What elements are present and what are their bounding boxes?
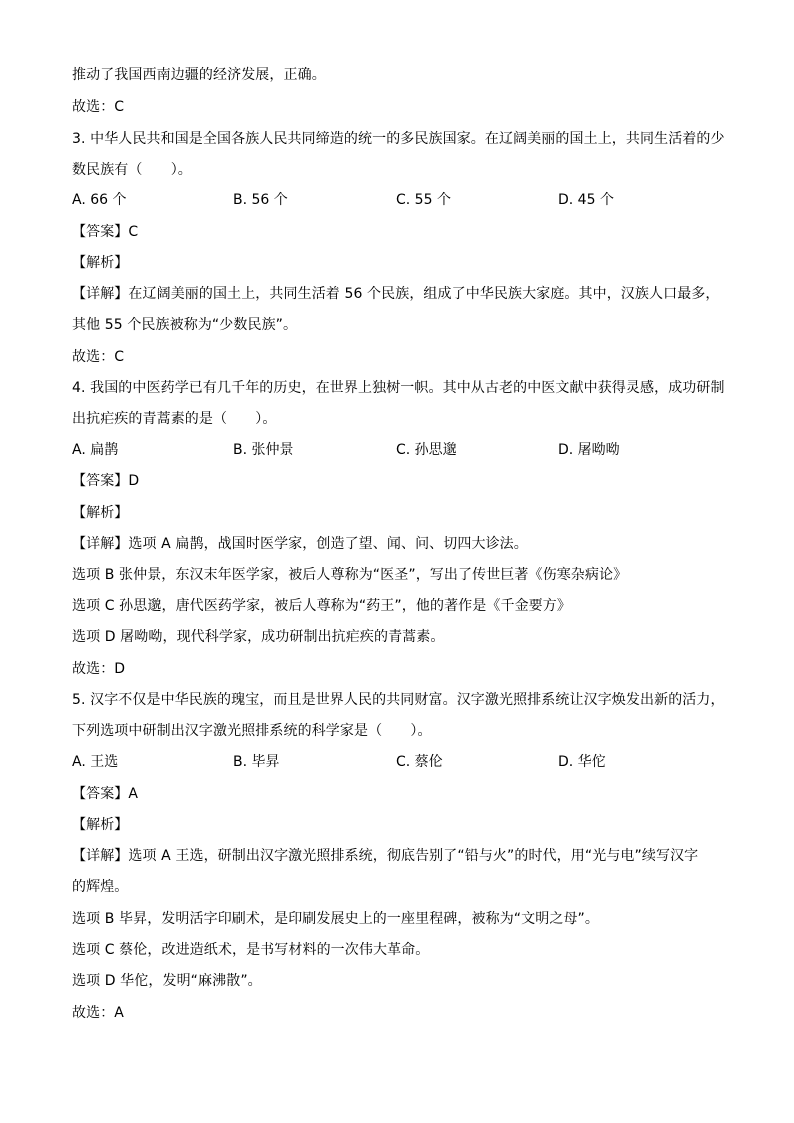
- q5-detail-line5: 选项 D 华佗，发明“麻沸散”。: [72, 973, 262, 989]
- q3-choice: 故选：C: [72, 349, 125, 365]
- q5-option-b: B. 毕昇: [233, 754, 280, 770]
- q3-detail-line1: 【详解】在辽阔美丽的国土上，共同生活着 56 个民族，组成了中华民族大家庭。其中，汉族人口最多，: [72, 286, 720, 302]
- q3-analysis-label: 【解析】: [72, 255, 129, 271]
- q5-option-c: C. 蔡伦: [396, 754, 443, 770]
- q4-answer: 【答案】D: [72, 473, 140, 489]
- q3-stem-line1: 3. 中华人民共和国是全国各族人民共同缔造的统一的多民族国家。在辽阔美丽的国土上，共同生活着的少: [72, 131, 725, 147]
- q3-stem-line2: 数民族有（ ）。: [72, 162, 192, 178]
- q5-choice: 故选：A: [72, 1005, 124, 1021]
- q4-stem-line1: 4. 我国的中医药学已有几千年的历史，在世界上独树一帜。其中从古老的中医文献中获得灵感，成功研制: [72, 380, 725, 396]
- q4-detail-line1: 【详解】选项 A 扁鹊，战国时医学家，创造了望、闻、问、切四大诊法。: [72, 536, 528, 552]
- q3-detail-line2: 其他 55 个民族被称为“少数民族”。: [72, 317, 298, 333]
- q4-option-b: B. 张仲景: [233, 442, 294, 458]
- q4-detail-line3: 选项 C 孙思邈，唐代医药学家，被后人尊称为“药王”，他的著作是《千金要方》: [72, 598, 571, 614]
- q5-stem-line1: 5. 汉字不仅是中华民族的瑰宝，而且是世界人民的共同财富。汉字激光照排系统让汉字焕发出新的活力，: [72, 692, 725, 708]
- q3-option-b: B. 56 个: [233, 192, 288, 208]
- q4-detail-line2: 选项 B 张仲景，东汉末年医学家，被后人尊称为“医圣”，写出了传世巨著《伤寒杂病论》: [72, 567, 628, 583]
- q5-detail-line3: 选项 B 毕昇，发明活字印刷术，是印刷发展史上的一座里程碑，被称为“文明之母”。: [72, 911, 600, 927]
- q4-options: [72, 440, 732, 460]
- q3-option-c: C. 55 个: [396, 192, 451, 208]
- q5-option-d: D. 华佗: [558, 754, 606, 770]
- q5-stem-line2: 下列选项中研制出汉字激光照排系统的科学家是（ ）。: [72, 723, 432, 739]
- q5-options: [72, 752, 732, 772]
- q4-option-d: D. 屠呦呦: [558, 442, 620, 458]
- q3-options: [72, 190, 732, 210]
- q4-choice: 故选：D: [72, 661, 126, 677]
- intro-choice: 故选：C: [72, 99, 125, 115]
- q4-stem-line2: 出抗疟疾的青蒿素的是（ ）。: [72, 411, 277, 427]
- q3-option-a: A. 66 个: [72, 192, 127, 208]
- intro-text: 推动了我国西南边疆的经济发展，正确。: [72, 67, 326, 83]
- q4-analysis-label: 【解析】: [72, 505, 129, 521]
- q3-option-d: D. 45 个: [558, 192, 614, 208]
- q4-detail-line4: 选项 D 屠呦呦，现代科学家，成功研制出抗疟疾的青蒿素。: [72, 629, 445, 645]
- q5-detail-line4: 选项 C 蔡伦，改进造纸术，是书写材料的一次伟大革命。: [72, 942, 430, 958]
- q5-detail-line1: 【详解】选项 A 王选，研制出汉字激光照排系统，彻底告别了“铅与火”的时代，用“光与电”续写汉字: [72, 848, 699, 864]
- q4-option-a: A. 扁鹊: [72, 442, 119, 458]
- q5-detail-line2: 的辉煌。: [72, 879, 129, 895]
- q3-answer: 【答案】C: [72, 224, 139, 240]
- q5-analysis-label: 【解析】: [72, 817, 129, 833]
- q4-option-c: C. 孙思邈: [396, 442, 457, 458]
- q5-answer: 【答案】A: [72, 786, 139, 802]
- q5-option-a: A. 王选: [72, 754, 119, 770]
